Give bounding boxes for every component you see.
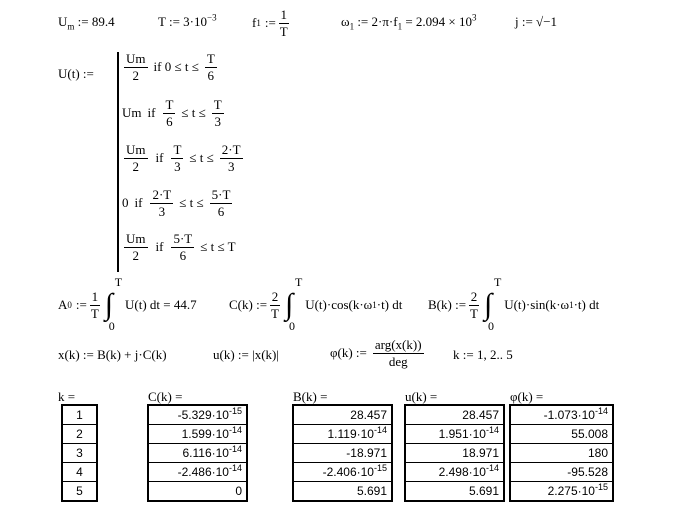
table-row [406,463,504,482]
ck-table[interactable] [148,405,247,501]
omega1-definition[interactable]: $\omega_1$ := $2\cdot\pi\cdot f_1 = 2.094 \times 10^3$ [341,12,477,32]
table-cell[interactable]: 5 [63,482,97,501]
table-cell[interactable]: 3 [63,444,97,463]
uk-header: u(k) = [405,389,438,404]
f1-definition[interactable]: f 1 := $\frac{1}{T}$ [252,7,288,39]
table-cell[interactable]: 5.691 [294,482,392,501]
uk-table[interactable] [405,405,504,501]
piece-4: 0 if $\frac{2\cdot T}{3}$ ≤ t ≤ $\frac{5\cdot T}{6}$ [122,187,231,219]
table-cell[interactable]: 180 [511,444,613,463]
piece-3: $\frac{Um}{2}$ if $\frac{T}{3}$ ≤ t ≤ $\frac{2\cdot T}{3}$ [126,142,241,174]
xk-definition[interactable]: x(k) := B(k) + j·C(k) [58,347,167,362]
piece-1: $\frac{Um}{2}$ if 0 ≤ t ≤ $\frac{T}{6}$ [126,51,215,83]
um-definition[interactable]: $U_m$ := 89.4 [58,14,115,32]
table-row [149,406,247,425]
table-row [511,482,613,501]
ck-header: C(k) = [148,389,183,404]
table-row [294,463,392,482]
table-row [63,482,97,501]
table-row [294,444,392,463]
bk-header: B(k) = [293,389,328,404]
table-row [511,444,613,463]
t-definition[interactable]: T := $3\cdot 10^{-3}$ [158,12,217,29]
table-cell[interactable]: 55.008 [511,425,613,444]
table-row [63,444,97,463]
ck-definition[interactable]: C(k) := $\frac{2}{T}$ ∫ T 0 U(t)·cos(k·ω 1 ·t) dt [229,275,403,334]
table-cell[interactable]: $1.599\cdot 10^{-14}$ [149,425,247,444]
ut-label[interactable]: U(t) := [58,66,94,81]
f1-fraction: $\frac{1}{T}$ [279,7,288,39]
table-cell[interactable]: $6.116\cdot 10^{-14}$ [149,444,247,463]
table-row [406,482,504,501]
integral-sign-icon: ∫ T 0 [104,275,123,334]
integral-sign-icon: ∫ T 0 [284,275,303,334]
table-row [149,425,247,444]
table-cell[interactable]: $1.119\cdot 10^{-14}$ [294,425,392,444]
piece-2: Um if $\frac{T}{6}$ ≤ t ≤ $\frac{T}{3}$ [122,97,222,129]
table-row [149,482,247,501]
k-table[interactable] [62,405,97,501]
table-cell[interactable]: $-1.073\cdot 10^{-14}$ [511,406,613,425]
table-row [149,463,247,482]
table-row [63,425,97,444]
table-row [294,425,392,444]
k-header: k = [58,389,76,404]
table-cell[interactable]: $-5.329\cdot 10^{-15}$ [149,406,247,425]
table-row [63,463,97,482]
table-cell[interactable]: 1 [63,406,97,425]
table-cell[interactable]: 28.457 [406,406,504,425]
uk-definition[interactable]: u(k) := |x(k)| [213,347,279,362]
table-row [63,406,97,425]
table-cell[interactable]: $-2.406\cdot 10^{-15}$ [294,463,392,482]
table-row [511,425,613,444]
table-cell[interactable]: $2.275\cdot 10^{-15}$ [511,482,613,501]
bk-table[interactable] [293,405,392,501]
bk-definition[interactable]: B(k) := $\frac{2}{T}$ ∫ T 0 U(t)·sin(k·ω 1 ·t) dt [428,275,600,334]
table-cell[interactable]: $-2.486\cdot 10^{-14}$ [149,463,247,482]
table-cell[interactable]: -18.971 [294,444,392,463]
table-cell[interactable]: 5.691 [406,482,504,501]
k-range[interactable]: k := 1, 2.. 5 [453,347,513,362]
table-row [406,444,504,463]
table-row [406,425,504,444]
j-definition[interactable]: j := √−1 [515,14,558,29]
table-cell[interactable]: 18.971 [406,444,504,463]
phik-table[interactable] [510,405,613,501]
phik-header: φ(k) = [510,389,544,404]
table-row [294,406,392,425]
integral-sign-icon: ∫ T 0 [483,275,502,334]
table-cell[interactable]: 4 [63,463,97,482]
a0-definition[interactable]: A 0 := $\frac{1}{T}$ ∫ T 0 U(t) dt = 44.7 [58,275,197,334]
table-cell[interactable]: 0 [149,482,247,501]
table-row [294,482,392,501]
table-cell[interactable]: $1.951\cdot 10^{-14}$ [406,425,504,444]
table-cell[interactable]: 28.457 [294,406,392,425]
table-cell[interactable]: -95.528 [511,463,613,482]
table-row [406,406,504,425]
table-row [149,444,247,463]
table-row [511,406,613,425]
phik-definition[interactable]: φ(k) := $\frac{\text{arg(x(k))}}{\text{deg}}$ [330,337,422,369]
piecewise-brace [117,52,119,272]
table-cell[interactable]: $2.498\cdot 10^{-14}$ [406,463,504,482]
table-row [511,463,613,482]
piece-5: $\frac{Um}{2}$ if $\frac{5\cdot T}{6}$ ≤ t ≤ T [126,231,236,263]
table-cell[interactable]: 2 [63,425,97,444]
